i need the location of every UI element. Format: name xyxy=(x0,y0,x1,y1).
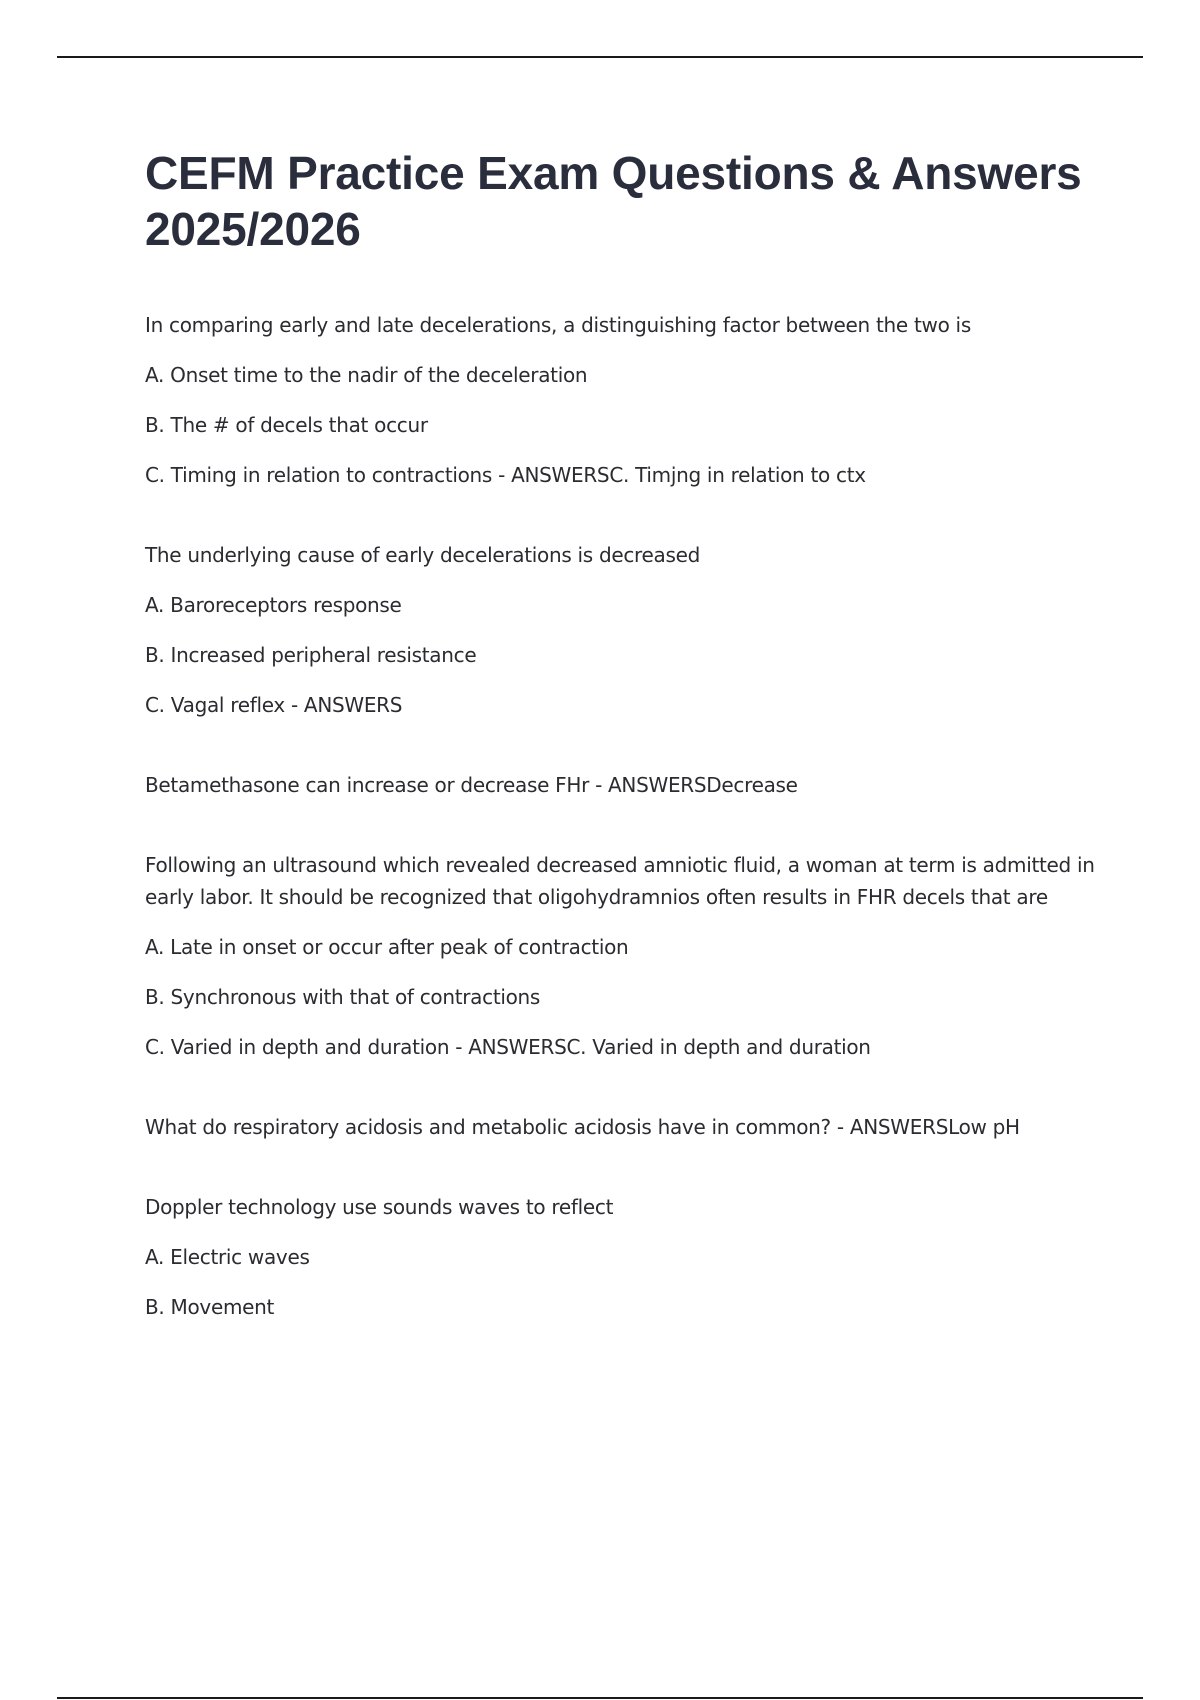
question-text: Betamethasone can increase or decrease FHr - ANSWERSDecrease xyxy=(145,773,798,797)
document-body xyxy=(145,145,1095,1371)
question-block-4 xyxy=(145,849,1095,1063)
answer-option: A. Baroreceptors response xyxy=(145,593,402,617)
question-text: The underlying cause of early decelerations is decreased xyxy=(145,543,701,567)
answer-option: B. Increased peripheral resistance xyxy=(145,643,477,667)
answer-option: A. Onset time to the nadir of the deceleration xyxy=(145,363,588,387)
question-text: Following an ultrasound which revealed decreased amniotic fluid, a woman at term is admitted in early labor. It should be recognized that oligohydramnios often results in FHR decels that are xyxy=(145,853,1095,909)
answer-option: B. Movement xyxy=(145,1295,275,1319)
answer-option: C. Timing in relation to contractions - ANSWERSC. Timjng in relation to ctx xyxy=(145,463,866,487)
question-text: In comparing early and late decelerations, a distinguishing factor between the two is xyxy=(145,313,971,337)
answer-option: A. Electric waves xyxy=(145,1245,310,1269)
answer-option: B. The # of decels that occur xyxy=(145,413,428,437)
footer-rule xyxy=(57,1697,1143,1699)
question-block-6 xyxy=(145,1191,1095,1323)
question-text: Doppler technology use sounds waves to reflect xyxy=(145,1195,614,1219)
question-block-2 xyxy=(145,539,1095,721)
question-block-3 xyxy=(145,769,1095,801)
question-text: What do respiratory acidosis and metabolic acidosis have in common? - ANSWERSLow pH xyxy=(145,1115,1020,1139)
header-rule xyxy=(57,56,1143,58)
document-title: CEFM Practice Exam Questions & Answers 2025/2026 xyxy=(145,147,1082,255)
question-block-5 xyxy=(145,1111,1095,1143)
answer-option: A. Late in onset or occur after peak of contraction xyxy=(145,935,629,959)
question-block-1 xyxy=(145,309,1095,491)
answer-option: B. Synchronous with that of contractions xyxy=(145,985,541,1009)
answer-option: C. Vagal reflex - ANSWERS xyxy=(145,693,403,717)
answer-option: C. Varied in depth and duration - ANSWERSC. Varied in depth and duration xyxy=(145,1035,871,1059)
